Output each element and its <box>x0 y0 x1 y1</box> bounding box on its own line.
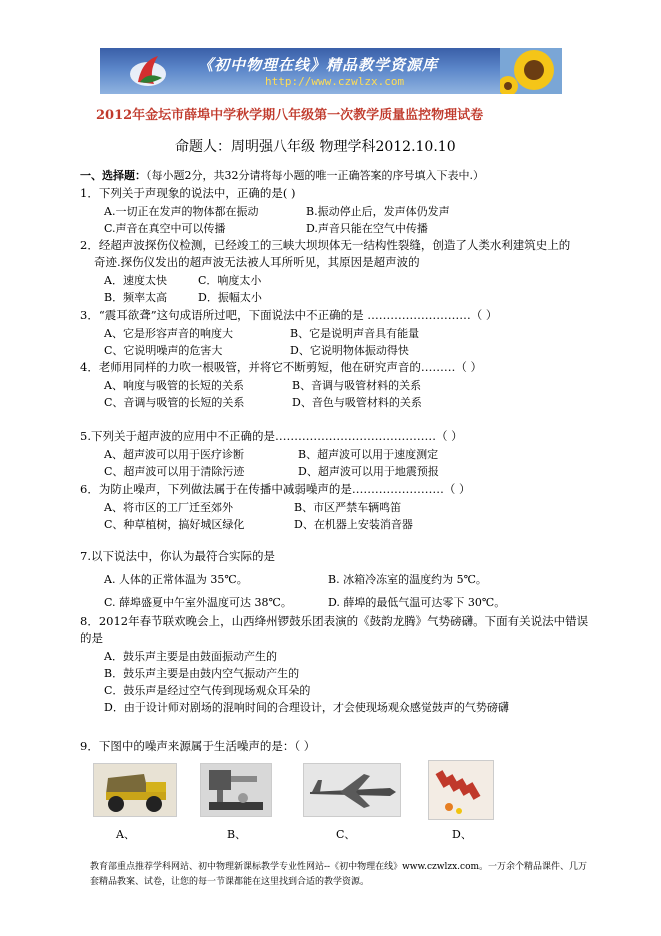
fighter-jet-image <box>303 763 401 817</box>
sunflower-icon <box>500 48 562 94</box>
banner-title: 《初中物理在线》精品教学资源库 <box>198 56 439 74</box>
q2-stem-line1: 2．经超声波探伤仪检测，已经竣工的三峡大坝坝体无一结构性裂缝，创造了人类水利建筑史上的 <box>80 238 571 252</box>
banner-url: http://www.czwlzx.com <box>265 75 405 88</box>
q4-option-d: D、音色与吸管材料的关系 <box>292 396 422 409</box>
q1-option-d: D.声音只能在空气中传播 <box>306 222 428 235</box>
q8-option-d: D．由于设计师对剧场的混响时间的合理设计，才会使现场观众感觉鼓声的气势磅礴 <box>104 701 509 714</box>
section-header <box>80 167 484 183</box>
q1-option-c: C.声音在真空中可以传播 <box>104 222 226 235</box>
header-banner <box>100 48 562 94</box>
q3-option-a: A、它是形容声音的响度大 <box>104 327 233 340</box>
q4-option-c: C、音调与吸管的长短的关系 <box>104 396 245 409</box>
q7-option-d: D. 薛埠的最低气温可达零下 30℃。 <box>328 596 506 609</box>
q8-stem-line2: 的是 <box>80 631 103 645</box>
q7-option-c: C. 薛埠盛夏中午室外温度可达 38℃。 <box>104 596 292 609</box>
q9-option-b: B、 <box>227 828 247 841</box>
page-title: 2012年金坛市薛埠中学秋学期八年级第一次教学质量监控物理试卷 <box>96 108 484 123</box>
q5-stem: 5.下列关于超声波的应用中不正确的是……………………………………（ ） <box>80 429 463 443</box>
q9-stem: 9．下图中的噪声来源属于生活噪声的是：（ ） <box>80 739 316 753</box>
q3-stem: 3．“震耳欲聋”这句成语所过吧，下面说法中不正确的是 ………………………（ ） <box>80 308 498 322</box>
q7-option-b: B. 冰箱冷冻室的温度约为 5℃。 <box>328 573 487 586</box>
q7-option-a: A. 人体的正常体温为 35℃。 <box>104 573 248 586</box>
q6-option-d: D、在机器上安装消音器 <box>294 518 413 531</box>
q8-stem-line1: 8．2012年春节联欢晚会上，山西绛州锣鼓乐团表演的《鼓韵龙腾》气势磅礴。下面有关说法中错误 <box>80 614 589 628</box>
q7-stem: 7.以下说法中，你认为最符合实际的是 <box>80 549 275 563</box>
q8-option-b: B．鼓乐声主要是由鼓内空气振动产生的 <box>104 667 300 680</box>
section-head: 一、选择题： <box>80 169 146 182</box>
q3-option-c: C、它说明噪声的危害大 <box>104 344 223 357</box>
q2-stem-line2: 奇迹.探伤仪发出的超声波无法被人耳所听见，其原因是超声波的 <box>94 255 420 269</box>
q8-option-a: A．鼓乐声主要是由鼓面振动产生的 <box>104 650 277 663</box>
q9-option-c: C、 <box>336 828 356 841</box>
q3-option-b: B、它是说明声音具有能量 <box>290 327 420 340</box>
q4-option-b: B、音调与吸管材料的关系 <box>292 379 422 392</box>
q4-stem: 4．老师用同样的力吹一根吸管，并将它不断剪短，他在研究声音的………（ ） <box>80 360 482 374</box>
q9-option-d: D、 <box>452 828 472 841</box>
q9-option-a: A、 <box>116 828 135 841</box>
q8-option-c: C．鼓乐声是经过空气传到现场观众耳朵的 <box>104 684 311 697</box>
q1-stem: 1．下列关于声现象的说法中，正确的是( ) <box>80 186 296 200</box>
firecrackers-image <box>428 760 494 820</box>
author-line: 命题人：周明强八年级 物理学科2012.10.10 <box>175 139 456 155</box>
q2-option-a: A．速度太快 <box>104 274 167 287</box>
section-desc: （每小题2分，共32分请将每小题的唯一正确答案的序号填入下表中.） <box>146 169 484 182</box>
q3-option-d: D、它说明物体振动得快 <box>290 344 409 357</box>
q5-option-a: A、超声波可以用于医疗诊断 <box>104 448 244 461</box>
q6-stem: 6．为防止噪声，下列做法属于在传播中减弱噪声的是……………………（ ） <box>80 482 471 496</box>
q6-option-c: C、种草植树，搞好城区绿化 <box>104 518 245 531</box>
q5-option-d: D、超声波可以用于地震预报 <box>298 465 439 478</box>
q6-option-a: A、将市区的工厂迁至郊外 <box>104 501 233 514</box>
q4-option-a: A、响度与吸管的长短的关系 <box>104 379 244 392</box>
q2-option-c: C．响度太小 <box>198 274 262 287</box>
q2-option-b: B．频率太高 <box>104 291 168 304</box>
site-logo-icon <box>128 52 168 90</box>
dump-truck-image <box>93 763 177 817</box>
q1-option-a: A.一切正在发声的物体都在振动 <box>104 205 259 218</box>
q6-option-b: B、市区严禁车辆鸣笛 <box>294 501 402 514</box>
q5-option-b: B、超声波可以用于速度测定 <box>298 448 439 461</box>
machine-drill-image <box>200 763 272 817</box>
q5-option-c: C、超声波可以用于清除污迹 <box>104 465 245 478</box>
q1-option-b: B.振动停止后，发声体仍发声 <box>306 205 450 218</box>
q2-option-d: D．振幅太小 <box>198 291 262 304</box>
page-footer: 教育部重点推荐学科网站、初中物理新课标教学专业性网站--《初中物理在线》www.czwlzx.com。一万余个精品课件、几万套精品教案、试卷，让您的每一节课都能在这里找到合适的教学资源。 <box>90 862 588 887</box>
